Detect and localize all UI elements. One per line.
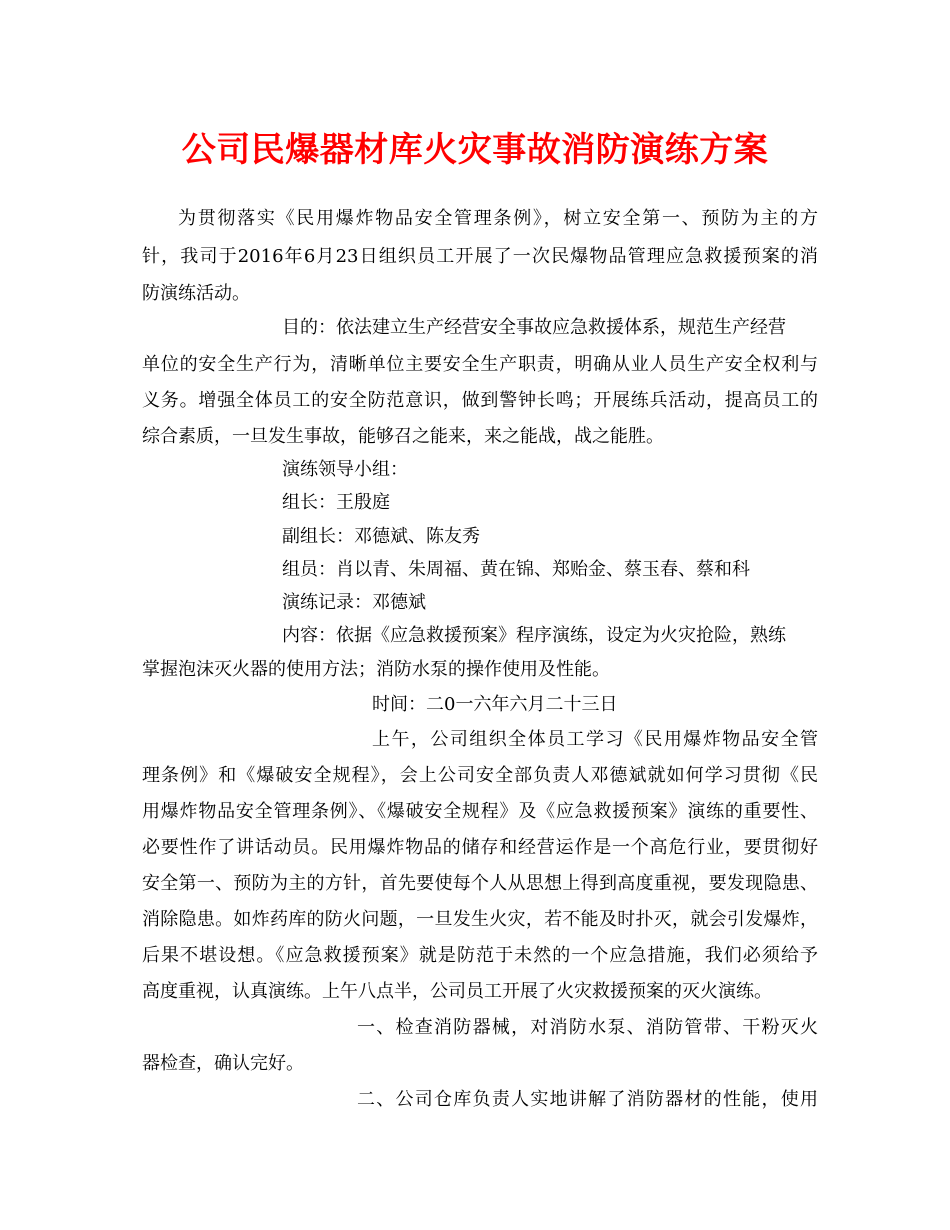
text-line: 为贯彻落实《民用爆炸物品安全管理条例》，树立安全第一、预防为主的方	[178, 208, 818, 229]
text-line: 器检查，确认完好。	[142, 1053, 304, 1074]
text-line: 安全第一、预防为主的方针，首先要使每个人从思想上得到高度重视，要发现隐患、	[142, 873, 818, 894]
drill-date: 时间：二0一六年六月二十三日	[372, 694, 618, 715]
text-line: 针，我司于2016年6月23日组织员工开展了一次民爆物品管理应急救援预案的消	[142, 246, 818, 267]
text-line: 一、检查消防器械，对消防水泵、消防管带、干粉灭火	[357, 1017, 818, 1038]
drill-recorder: 演练记录：邓德斌	[282, 592, 426, 613]
text-line: 必要性作了讲话动员。民用爆炸物品的储存和经营运作是一个高危行业，要贯彻好	[142, 837, 818, 858]
text-line: 理条例》和《爆破安全规程》，会上公司安全部负责人邓德斌就如何学习贯彻《民	[142, 765, 818, 786]
text-line: 单位的安全生产行为，清晰单位主要安全生产职责，明确从业人员生产安全权利与	[142, 354, 818, 375]
text-line: 二、公司仓库负责人实地讲解了消防器材的性能，使用	[357, 1089, 818, 1110]
group-leader: 组长：王殷庭	[282, 492, 390, 513]
deputy-leaders: 副组长：邓德斌、陈友秀	[282, 526, 480, 547]
text-line: 上午，公司组织全体员工学习《民用爆炸物品安全管	[372, 729, 818, 750]
text-line: 防演练活动。	[142, 283, 250, 304]
leadership-group-heading: 演练领导小组：	[282, 459, 408, 480]
text-line: 目的：依法建立生产经营安全事故应急救援体系，规范生产经营	[282, 317, 786, 338]
text-line: 后果不堪设想。《应急救援预案》就是防范于未然的一个应急措施，我们必须给予	[142, 945, 818, 966]
group-members: 组员：肖以青、朱周福、黄在锦、郑贻金、蔡玉春、蔡和科	[282, 559, 750, 580]
text-line: 消除隐患。如炸药库的防火问题，一旦发生火灾，若不能及时扑灭，就会引发爆炸，	[142, 909, 818, 930]
document-title: 公司民爆器材库火灾事故消防演练方案	[181, 130, 769, 170]
text-line: 义务。增强全体员工的安全防范意识，做到警钟长鸣；开展练兵活动，提高员工的	[142, 390, 818, 411]
text-line: 掌握泡沫灭火器的使用方法；消防水泵的操作使用及性能。	[142, 659, 610, 680]
text-line: 内容：依据《应急救援预案》程序演练，设定为火灾抢险，熟练	[282, 625, 786, 646]
text-line: 用爆炸物品安全管理条例》、《爆破安全规程》及《应急救援预案》演练的重要性、	[142, 801, 818, 822]
text-line: 高度重视，认真演练。上午八点半，公司员工开展了火灾救援预案的灭火演练。	[142, 981, 772, 1002]
text-line: 综合素质，一旦发生事故，能够召之能来，来之能战，战之能胜。	[142, 426, 664, 447]
